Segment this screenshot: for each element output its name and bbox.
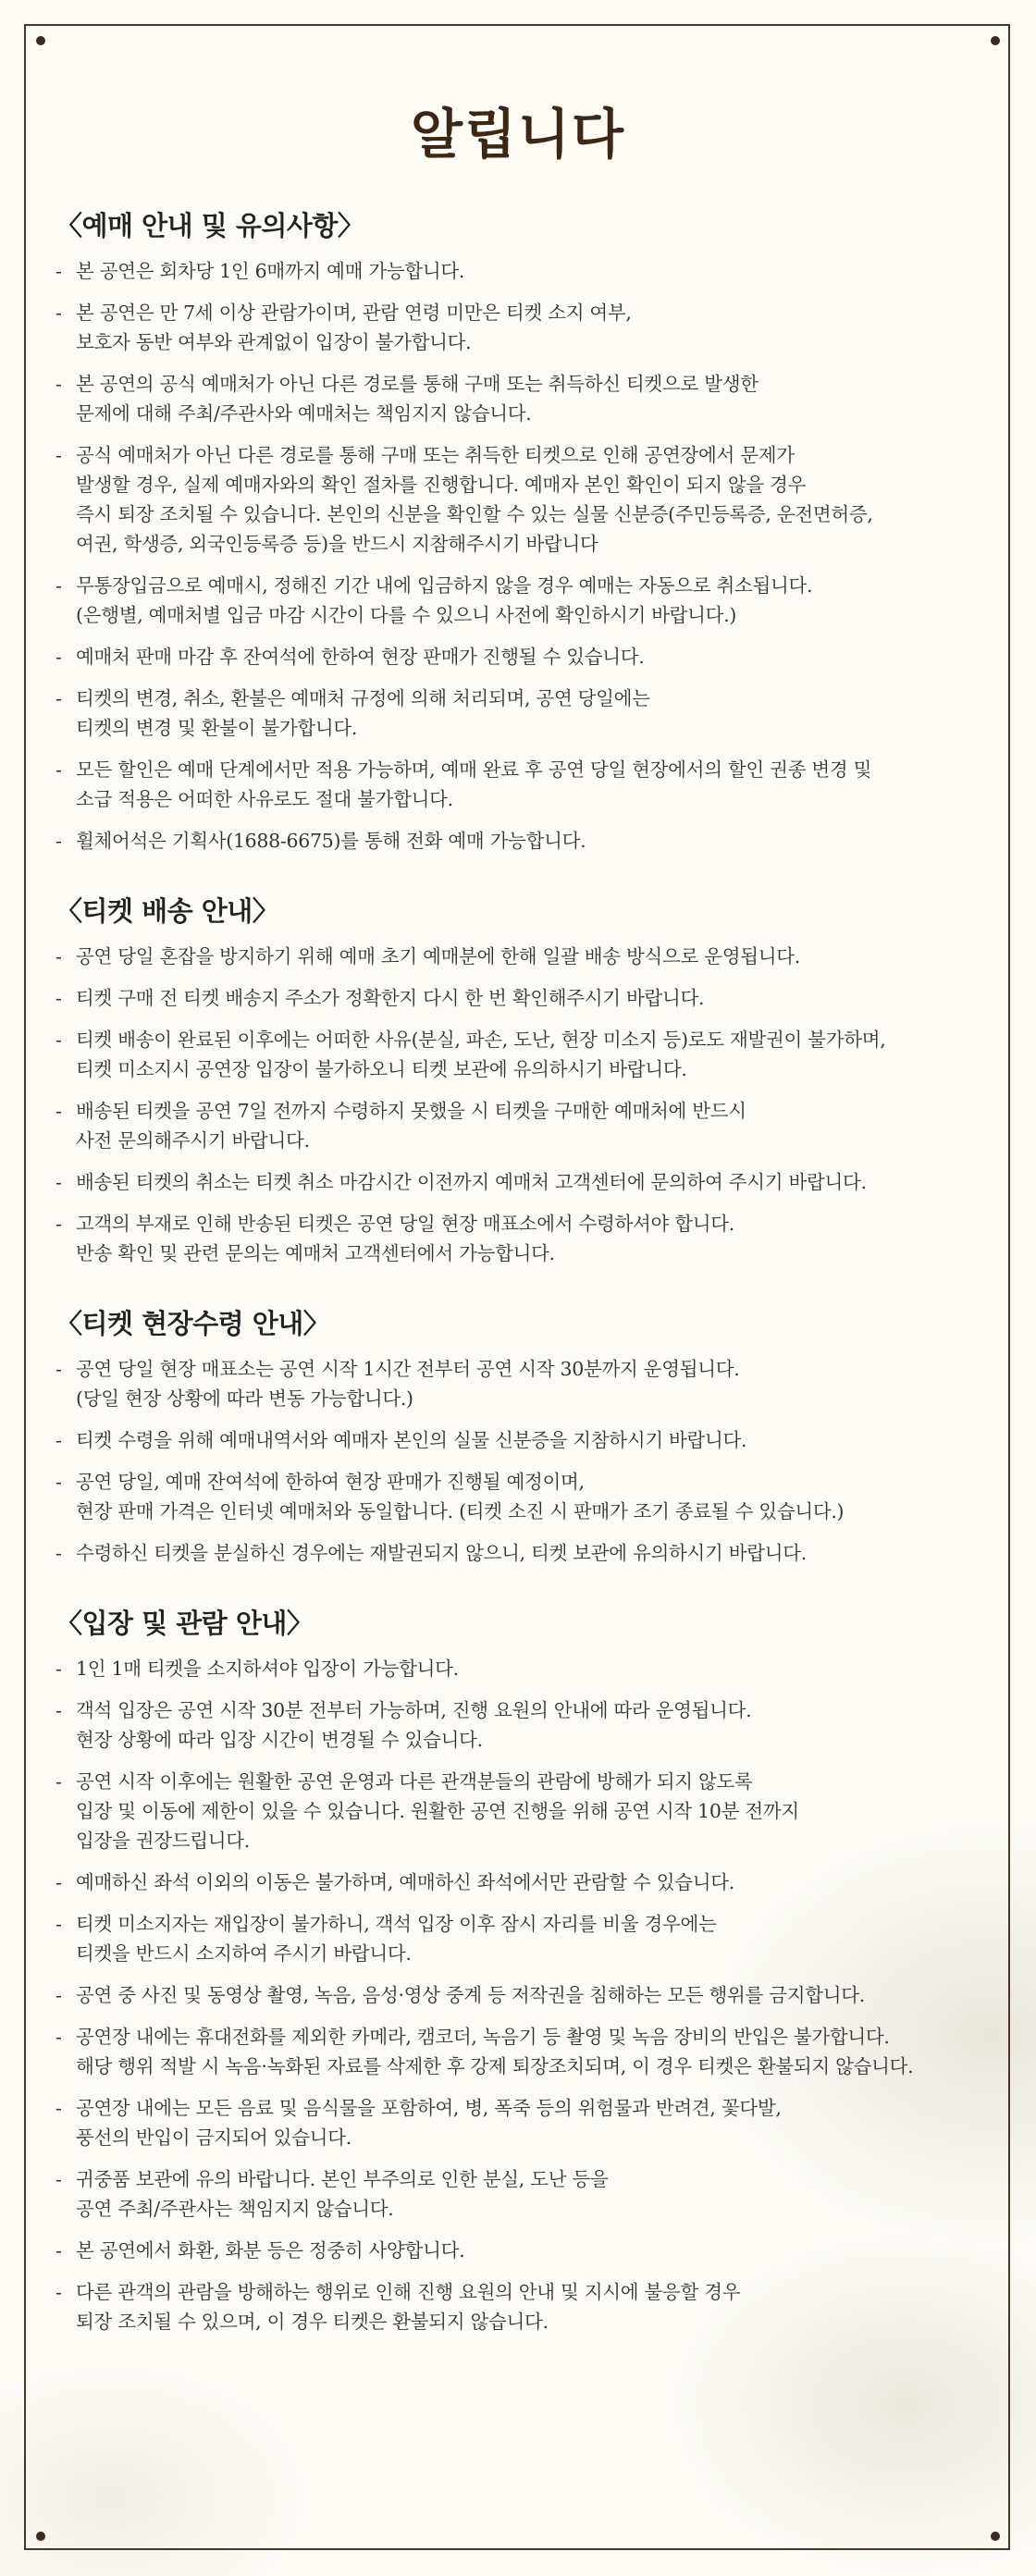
item-text <box>76 642 990 672</box>
bullet-dash: - <box>56 1871 62 1893</box>
notice-item <box>56 1209 990 1268</box>
item-line: 고객의 부재로 인해 반송된 티켓은 공연 당일 현장 매표소에서 수령하셔야 합니다. <box>76 1213 734 1235</box>
notice-item <box>56 755 990 814</box>
item-text <box>76 256 990 286</box>
item-line: 공연 당일, 예매 잔여석에 한하여 현장 판매가 진행될 예정이며, <box>76 1471 585 1493</box>
bullet-dash: - <box>56 2239 62 2262</box>
item-line: 발생할 경우, 실제 예매자와의 확인 절차를 진행합니다. 예매자 본인 확인이 되지 않을 경우 <box>76 474 807 496</box>
item-line: 수령하신 티켓을 분실하신 경우에는 재발권되지 않으니, 티켓 보관에 유의하시기 바랍니다. <box>76 1542 807 1564</box>
notice-item <box>56 1538 990 1568</box>
item-text <box>76 298 990 357</box>
bullet-dash: - <box>56 646 62 668</box>
item-line: 공연 중 사진 및 동영상 촬영, 녹음, 음성·영상 중계 등 저작권을 침해하는 모든 행위를 금지합니다. <box>76 1984 866 2006</box>
notice-item <box>56 826 990 856</box>
item-text <box>76 983 990 1013</box>
item-text <box>76 369 990 428</box>
item-text <box>76 1767 990 1855</box>
item-text <box>76 1354 990 1413</box>
item-line: 입장 및 이동에 제한이 있을 수 있습니다. 원활한 공연 진행을 위해 공연 시작 10분 전까지 <box>76 1800 799 1822</box>
item-line: (당일 현장 상황에 따라 변동 가능합니다.) <box>76 1387 413 1410</box>
item-line: 공식 예매처가 아닌 다른 경로를 통해 구매 또는 취득한 티켓으로 인해 공연장에서 문제가 <box>76 444 795 466</box>
item-text <box>76 1909 990 1968</box>
bullet-dash: - <box>56 758 62 781</box>
item-line: 풍선의 반입이 금지되어 있습니다. <box>76 2126 352 2149</box>
item-line: 티켓을 반드시 소지하여 주시기 바랍니다. <box>76 1942 412 1965</box>
item-line: 객석 입장은 공연 시작 30분 전부터 가능하며, 진행 요원의 안내에 따라 운영됩니다. <box>76 1699 752 1721</box>
notice-item <box>56 1695 990 1755</box>
item-line: 공연장 내에는 모든 음료 및 음식물을 포함하여, 병, 폭죽 등의 위험물과 반려견, 꽃다발, <box>76 2097 782 2119</box>
item-text <box>76 2164 990 2224</box>
notice-item <box>56 369 990 428</box>
notice-item <box>56 1867 990 1897</box>
item-text <box>76 2022 990 2081</box>
item-text <box>76 1654 990 1683</box>
bullet-dash: - <box>56 1984 62 2006</box>
notice-item <box>56 1654 990 1683</box>
bullet-dash: - <box>56 1100 62 1122</box>
item-line: 티켓 수령을 위해 예매내역서와 예매자 본인의 실물 신분증을 지참하시기 바랍니다. <box>76 1429 747 1451</box>
bullet-dash: - <box>56 1699 62 1721</box>
item-line: 본 공연은 회차당 1인 6매까지 예매 가능합니다. <box>76 260 465 282</box>
item-line: 공연 시작 이후에는 원활한 공연 운영과 다른 관객분들의 관람에 방해가 되지 않도록 <box>76 1770 753 1793</box>
item-text <box>76 755 990 814</box>
item-text <box>76 1167 990 1197</box>
notice-item <box>56 1354 990 1413</box>
notice-item <box>56 983 990 1013</box>
notice-item <box>56 1425 990 1455</box>
notice-item <box>56 2236 990 2265</box>
item-text <box>76 684 990 743</box>
item-text <box>76 1867 990 1897</box>
item-line: 배송된 티켓을 공연 7일 전까지 수령하지 못했을 시 티켓을 구매한 예매처에 반드시 <box>76 1100 746 1122</box>
notice-item <box>56 1167 990 1197</box>
bullet-dash: - <box>56 1913 62 1935</box>
notice-item <box>56 1025 990 1084</box>
item-line: 예매하신 좌석 이외의 이동은 불가하며, 예매하신 좌석에서만 관람할 수 있습니다. <box>76 1871 734 1893</box>
item-line: 공연 주최/주관사는 책임지지 않습니다. <box>76 2198 394 2220</box>
bullet-dash: - <box>56 1029 62 1051</box>
item-text <box>76 571 990 630</box>
item-line: 공연 당일 현장 매표소는 공연 시작 1시간 전부터 공연 시작 30분까지 운영됩니다. <box>76 1358 740 1380</box>
item-line: 퇴장 조치될 수 있으며, 이 경우 티켓은 환불되지 않습니다. <box>76 2311 549 2333</box>
bullet-dash: - <box>56 260 62 282</box>
bullet-dash: - <box>56 945 62 968</box>
item-line: (은행별, 예매처별 입금 마감 시간이 다를 수 있으니 사전에 확인하시기 바랍니다.) <box>76 604 737 626</box>
notice-section <box>56 891 990 1268</box>
item-text <box>76 1467 990 1526</box>
item-line: 배송된 티켓의 취소는 티켓 취소 마감시간 이전까지 예매처 고객센터에 문의하여 주시기 바랍니다. <box>76 1171 867 1193</box>
section-heading: 〈예매 안내 및 유의사항〉 <box>56 210 364 241</box>
item-line: 티켓 미소지자는 재입장이 불가하니, 객석 입장 이후 잠시 자리를 비울 경우에는 <box>76 1913 717 1935</box>
bullet-dash: - <box>56 1213 62 1235</box>
corner-dot-bottom-left <box>36 2532 45 2541</box>
item-text <box>76 942 990 971</box>
notice-item <box>56 642 990 672</box>
item-line: 입장을 권장드립니다. <box>76 1830 250 1852</box>
section-heading: 〈입장 및 관람 안내〉 <box>56 1608 314 1639</box>
bullet-dash: - <box>56 1471 62 1493</box>
item-text <box>76 1425 990 1455</box>
notice-content <box>56 205 990 2372</box>
item-line: 본 공연에서 화환, 화분 등은 정중히 사양합니다. <box>76 2239 465 2262</box>
notice-item <box>56 1909 990 1968</box>
bullet-dash: - <box>56 1429 62 1451</box>
bullet-dash: - <box>56 2026 62 2048</box>
bullet-dash: - <box>56 2097 62 2119</box>
item-line: 문제에 대해 주최/주관사와 예매처는 책임지지 않습니다. <box>76 402 532 425</box>
item-text <box>76 1025 990 1084</box>
item-line: 휠체어석은 기획사(1688-6675)를 통해 전화 예매 가능합니다. <box>76 830 586 852</box>
item-line: 여권, 학생증, 외국인등록증 등)을 반드시 지참해주시기 바랍니다 <box>76 533 598 555</box>
bullet-dash: - <box>56 1658 62 1680</box>
item-line: 소급 적용은 어떠한 사유로도 절대 불가합니다. <box>76 788 453 810</box>
bullet-dash: - <box>56 987 62 1009</box>
item-line: 모든 할인은 예매 단계에서만 적용 가능하며, 예매 완료 후 공연 당일 현장에서의 할인 권종 변경 및 <box>76 758 872 781</box>
notice-item <box>56 942 990 971</box>
item-text <box>76 1980 990 2010</box>
corner-dot-bottom-right <box>991 2532 1000 2541</box>
item-line: 보호자 동반 여부와 관계없이 입장이 불가합니다. <box>76 331 472 353</box>
item-line: 본 공연은 만 7세 이상 관람가이며, 관람 연령 미만은 티켓 소지 여부, <box>76 302 632 324</box>
item-text <box>76 1695 990 1755</box>
item-line: 현장 상황에 따라 입장 시간이 변경될 수 있습니다. <box>76 1729 483 1751</box>
bullet-dash: - <box>56 574 62 597</box>
item-line: 티켓 구매 전 티켓 배송지 주소가 정확한지 다시 한 번 확인해주시기 바랍니다. <box>76 987 705 1009</box>
bullet-dash: - <box>56 1358 62 1380</box>
notice-item <box>56 1767 990 1855</box>
item-line: 반송 확인 및 관련 문의는 예매처 고객센터에서 가능합니다. <box>76 1242 555 1264</box>
notice-item <box>56 1467 990 1526</box>
item-text <box>76 2277 990 2336</box>
bullet-dash: - <box>56 2168 62 2190</box>
item-line: 공연장 내에는 휴대전화를 제외한 카메라, 캠코더, 녹음기 등 촬영 및 녹음 장비의 반입은 불가합니다. <box>76 2026 890 2048</box>
notice-section <box>56 1303 990 1568</box>
notice-item <box>56 1980 990 2010</box>
item-line: 무통장입금으로 예매시, 정해진 기간 내에 입금하지 않을 경우 예매는 자동으로 취소됩니다. <box>76 574 813 597</box>
item-text <box>76 1096 990 1155</box>
item-line: 본 공연의 공식 예매처가 아닌 다른 경로를 통해 구매 또는 취득하신 티켓으로 발생한 <box>76 373 758 395</box>
notice-item <box>56 684 990 743</box>
section-heading: 〈티켓 현장수령 안내〉 <box>56 1308 330 1339</box>
item-line: 귀중품 보관에 유의 바랍니다. 본인 부주의로 인한 분실, 도난 등을 <box>76 2168 609 2190</box>
item-text <box>76 440 990 559</box>
notice-item <box>56 571 990 630</box>
item-line: 즉시 퇴장 조치될 수 있습니다. 본인의 신분을 확인할 수 있는 실물 신분증(주민등록증, 운전면허증, <box>76 503 873 525</box>
section-heading: 〈티켓 배송 안내〉 <box>56 895 279 927</box>
notice-item <box>56 256 990 286</box>
item-text <box>76 1209 990 1268</box>
notice-section <box>56 1603 990 2336</box>
item-line: 티켓의 변경, 취소, 환불은 예매처 규정에 의해 처리되며, 공연 당일에는 <box>76 687 650 709</box>
notice-section <box>56 205 990 856</box>
item-line: 공연 당일 혼잡을 방지하기 위해 예매 초기 예매분에 한해 일괄 배송 방식으로 운영됩니다. <box>76 945 800 968</box>
item-text <box>76 2093 990 2152</box>
item-line: 사전 문의해주시기 바랍니다. <box>76 1129 310 1152</box>
item-line: 티켓 미소지시 공연장 입장이 불가하오니 티켓 보관에 유의하시기 바랍니다. <box>76 1058 687 1080</box>
item-text <box>76 1538 990 1568</box>
bullet-dash: - <box>56 830 62 852</box>
bullet-dash: - <box>56 1171 62 1193</box>
corner-dot-top-right <box>991 36 1000 45</box>
item-line: 티켓의 변경 및 환불이 불가합니다. <box>76 717 358 739</box>
bullet-dash: - <box>56 1542 62 1564</box>
item-text <box>76 2236 990 2265</box>
notice-item <box>56 1096 990 1155</box>
page-title: 알립니다 <box>410 103 626 166</box>
corner-dot-top-left <box>36 36 45 45</box>
item-line: 1인 1매 티켓을 소지하셔야 입장이 가능합니다. <box>76 1658 459 1680</box>
item-line: 예매처 판매 마감 후 잔여석에 한하여 현장 판매가 진행될 수 있습니다. <box>76 646 645 668</box>
bullet-dash: - <box>56 1770 62 1793</box>
notice-item <box>56 2277 990 2336</box>
bullet-dash: - <box>56 373 62 395</box>
item-line: 현장 판매 가격은 인터넷 예매처와 동일합니다. (티켓 소진 시 판매가 조기 종료될 수 있습니다.) <box>76 1500 845 1522</box>
notice-item <box>56 2022 990 2081</box>
notice-item <box>56 440 990 559</box>
bullet-dash: - <box>56 302 62 324</box>
item-text <box>76 826 990 856</box>
notice-item <box>56 2164 990 2224</box>
notice-item <box>56 2093 990 2152</box>
bullet-dash: - <box>56 687 62 709</box>
bullet-dash: - <box>56 444 62 466</box>
item-line: 해당 행위 적발 시 녹음·녹화된 자료를 삭제한 후 강제 퇴장조치되며, 이 경우 티켓은 환불되지 않습니다. <box>76 2055 914 2077</box>
notice-item <box>56 298 990 357</box>
bullet-dash: - <box>56 2281 62 2303</box>
item-line: 다른 관객의 관람을 방해하는 행위로 인해 진행 요원의 안내 및 지시에 불응할 경우 <box>76 2281 741 2303</box>
item-line: 티켓 배송이 완료된 이후에는 어떠한 사유(분실, 파손, 도난, 현장 미소지 등)로도 재발권이 불가하며, <box>76 1029 886 1051</box>
